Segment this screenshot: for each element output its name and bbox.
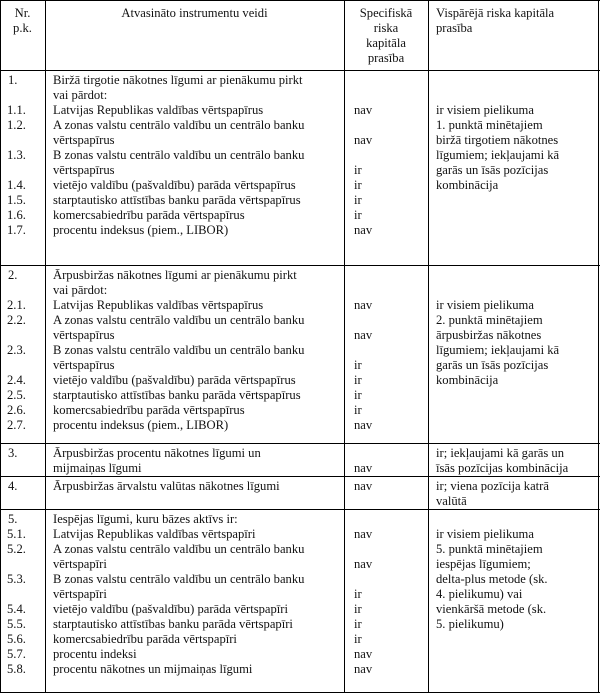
section-title: Iespējas līgumi, kuru bāzes aktīvs ir: [53,512,238,526]
section-divider-4 [0,509,600,510]
general-risk-note: ir visiem pielikuma 1. punktā minētajiem biržā tirgotiem nākotnes līgumiem; iekļaujami kā garās un īsās pozīcijas kombinācija [436,103,560,192]
general-risk-note: ir visiem pielikuma 5. punktā minētajiem iespējas līgumiem; delta-plus metode (sk. 4. pielikumu) vai vienkāršā metode (sk. 5. pielikumu) [436,527,548,631]
section-title: Ārpusbiržas nākotnes līgumi ar pienākumu pirkt vai pārdot: [53,268,297,297]
header-divider [0,70,600,71]
section-title: Ārpusbiržas ārvalstu valūtas nākotnes līgumi [53,479,280,493]
table-border-bottom [0,692,600,693]
general-risk-note: ir; iekļaujami kā garās un īsās pozīcijas kombinācija [436,446,569,475]
section-number: 2. [8,268,18,282]
specific-risk-values: nav nav ir ir ir ir nav [354,298,373,432]
section-number: 1. [8,73,18,87]
row-descriptions: Latvijas Republikas valdības vērtspapīrus A zonas valstu centrālo valdību un centrālo banku vērtspapīrus B zonas valstu centrālo valdību un centrālo banku vērtspapīrus vietējo valdību (pašvaldību) parāda vērtspapīrus starptautisko attīstības banku parāda vērtspapīrus komercsabiedrību parāda vērtspapīrus procentu indeksus (piem., LIBOR) [53,298,305,432]
section-number: 3. [8,446,18,460]
specific-risk-values: nav nav ir ir ir ir nav [354,103,373,237]
table-border-top [0,0,600,1]
table-border-right [598,0,599,693]
header-instrument: Atvasināto instrumentu veidi [121,6,268,20]
header-specific-risk: Specifiskā riska kapitāla prasība [359,6,413,65]
specific-risk-value: nav [354,479,373,493]
header-nr: Nr. p.k. [13,6,32,35]
section-divider-3 [0,476,600,477]
row-descriptions: Latvijas Republikas valdības vērtspapīrus A zonas valstu centrālo valdību un centrālo banku vērtspapīrus B zonas valstu centrālo valdību un centrālo banku vērtspapīrus vietējo valdību (pašvaldību) parāda vērtspapīrus starptautisko attīstības banku parāda vērtspapīrus komercsabiedrību parāda vērtspapīrus procentu indeksus (piem., LIBOR) [53,103,305,237]
column-divider-1 [45,0,46,693]
specific-risk-values: nav nav ir ir ir ir nav nav [354,527,373,676]
table-border-left [0,0,1,693]
section-divider-2 [0,443,600,444]
general-risk-note: ir visiem pielikuma 2. punktā minētajiem ārpusbiržas nākotnes līgumiem; iekļaujami kā garās un īsās pozīcijas kombinācija [436,298,560,387]
row-descriptions: Latvijas Republikas valdības vērtspapīri A zonas valstu centrālo valdību un centrālo banku vērtspapīri B zonas valstu centrālo valdību un centrālo banku vērtspapīri vietējo valdību (pašvaldību) parāda vērtspapīri starptautisko attīstības banku parāda vērtspapīri komercsabiedrību parāda vērtspapīri procentu indeksi procentu nākotnes un mijmaiņas līgumi [53,527,305,676]
column-divider-2 [344,0,345,693]
row-numbers: 5.1. 5.2. 5.3. 5.4. 5.5. 5.6. 5.7. 5.8. [7,527,26,676]
column-divider-3 [428,0,429,693]
header-general-risk: Vispārējā riska kapitāla prasība [436,6,555,35]
row-numbers: 1.1. 1.2. 1.3. 1.4. 1.5. 1.6. 1.7. [7,103,26,237]
section-title: Biržā tirgotie nākotnes līgumi ar pienākumu pirkt vai pārdot: [53,73,303,102]
section-title: Ārpusbiržas procentu nākotnes līgumi un mijmaiņas līgumi [53,446,261,475]
row-numbers: 2.1. 2.2. 2.3. 2.4. 2.5. 2.6. 2.7. [7,298,26,432]
general-risk-note: ir; viena pozīcija katrā valūtā [436,479,549,508]
section-divider-1 [0,265,600,266]
section-number: 4. [8,479,18,493]
section-number: 5. [8,512,18,526]
specific-risk-value: nav [354,461,373,475]
